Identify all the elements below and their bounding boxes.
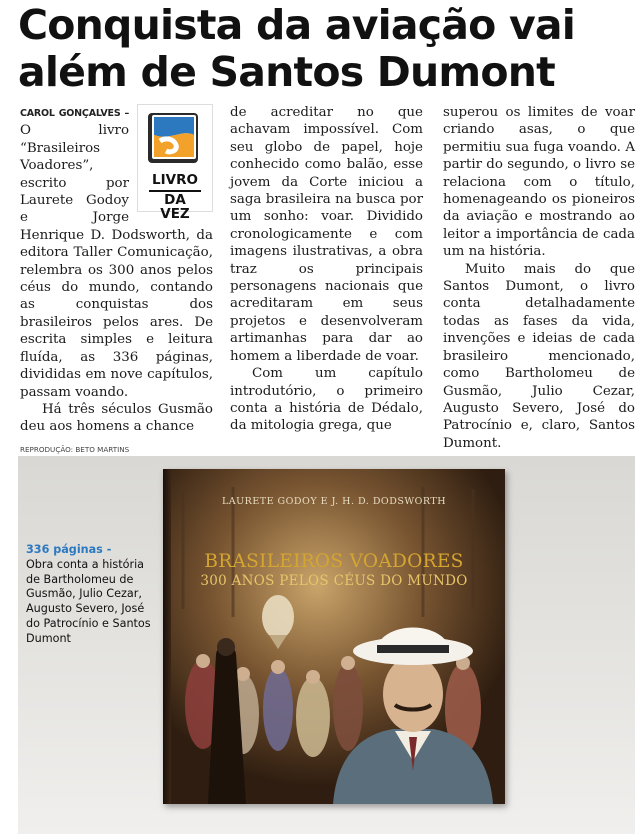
caption-title: 336 páginas -: [26, 543, 112, 556]
book-cover: [163, 469, 505, 804]
book-subtitle: 300 ANOS PELOS CÉUS DO MUNDO: [200, 573, 468, 589]
article-paragraph-3-continued: superou os limites de voar criando asas, o que permitiu sua fuga voando. A partir do segundo, o livro se relaciona com o título, homenageando os pioneiros da aviação e mostrando ao leitor a importância de cada um na história.: [443, 105, 635, 260]
byline-separator: –: [120, 108, 129, 119]
article-paragraph-2: Há três séculos Gusmão deu aos homens a chance: [20, 401, 213, 435]
byline: CAROL GONÇALVES: [20, 108, 121, 119]
book-authors: LAURETE GODOY E J. H. D. DODSWORTH: [221, 496, 447, 507]
caption-text: Obra conta a história de Bartholomeu de Gusmão, Julio Cezar, Augusto Severo, José do Patrocínio e Santos Dumont: [26, 557, 151, 645]
photo-caption: [26, 543, 161, 647]
headline: [18, 2, 628, 96]
logo-line-2: DA VEZ: [149, 190, 201, 221]
article-column-1: [20, 104, 213, 436]
article-paragraph-3: Com um capítulo introdutório, o primeiro conta a história de Dédalo, da mitologia grega, que: [230, 366, 423, 434]
book-title: BRASILEIROS VOADORES: [204, 551, 464, 572]
article-paragraph-2-continued: de acreditar no que achavam impossível. Com seu globo de papel, hoje conhecido como balão, esse jovem da Corte iniciou a saga brasileira na busca por um sonho: voar. Dividido cronologicamente e com imagens ilustrativas, a obra traz os principais personagens nacionais que acreditaram em seus projetos e desenvolveram artimanhas para dar ao homem a liberdade de voar.: [230, 105, 423, 364]
article-column-2: [230, 104, 423, 435]
book-spine: [163, 469, 171, 804]
book-icon: [146, 111, 202, 167]
book-cover-illustration: [163, 469, 505, 804]
livro-da-vez-logo: [137, 104, 213, 222]
headline-line-1: Conquista da aviação vai: [18, 1, 576, 49]
article-paragraph-1: O livro “Brasileiros Voadores”, escrito por Laurete Godoy e Jorge Henrique D. Dodsworth, da editora Taller Comunicação, relembra os 300 anos pelos céus do mundo, contando as conquistas dos brasileiros pelos ares. De escrita simples e leitura fluída, as 336 páginas, divididas em nove capítulos, passam voando.: [20, 123, 213, 400]
photo-credit: REPRODUÇÃO: BETO MARTINS: [20, 445, 130, 454]
article-paragraph-4: Muito mais do que Santos Dumont, o livro conta detalhadamente todas as fases da vida, invenções e ideias de cada brasileiro mencionado, como Bartholomeu de Gusmão, Julio Cezar, Augusto Severo, José do Patrocínio e, claro, Santos Dumont.: [443, 261, 635, 451]
headline-line-2: além de Santos Dumont: [18, 48, 555, 96]
book-photo: [18, 456, 635, 834]
logo-line-1: LIVRO: [152, 172, 198, 188]
